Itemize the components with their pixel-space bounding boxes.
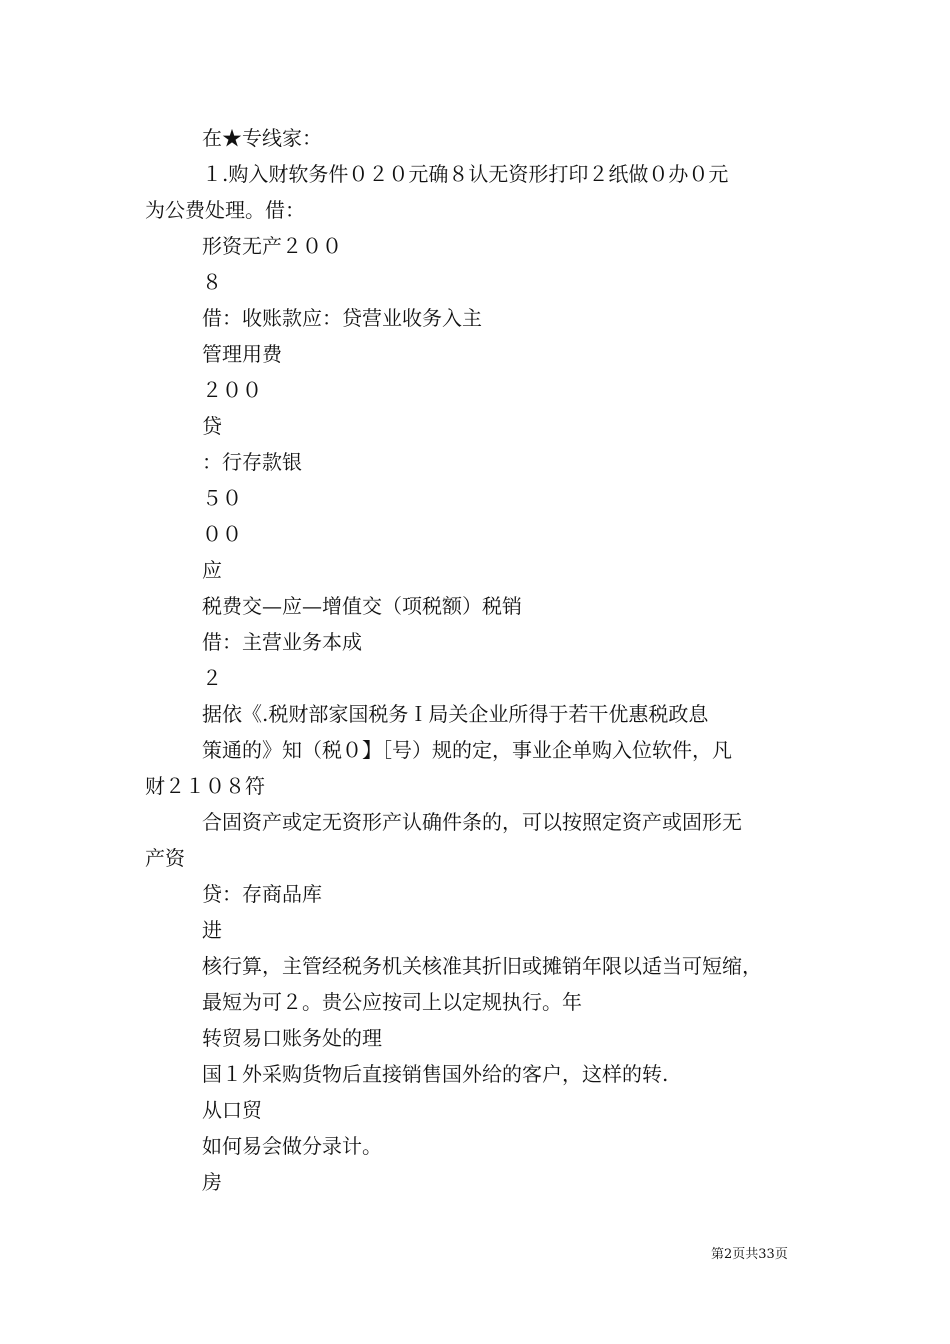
text-line-8: ２００ <box>202 378 262 402</box>
text-line-20: 合固资产或定无资形产认确件条的，可以按照定资产或固形无 <box>202 810 742 834</box>
text-line-19: 财２１０８符 <box>145 774 265 798</box>
text-line-27: 国１外采购货物后直接销售国外给的客户，这样的转. <box>202 1062 669 1086</box>
text-line-7: 管理用费 <box>202 342 282 366</box>
text-line-14: 税费交—应—增值交（项税额）税销 <box>202 594 522 618</box>
text-line-16: ２ <box>202 666 222 690</box>
text-line-9: 贷 <box>202 414 222 438</box>
text-line-5: ８ <box>202 270 222 294</box>
text-line-3: 为公费处理。借： <box>145 198 305 222</box>
text-line-6: 借：收账款应：贷营业收务入主 <box>202 306 482 330</box>
text-line-10: ：行存款银 <box>202 450 302 474</box>
text-line-23: 进 <box>202 918 222 942</box>
text-line-26: 转贸易口账务处的理 <box>202 1026 382 1050</box>
text-line-28: 从口贸 <box>202 1098 262 1122</box>
text-line-22: 贷：存商品库 <box>202 882 322 906</box>
page-number: 第2页共33页 <box>711 1247 788 1262</box>
text-line-25: 最短为可２。贵公应按司上以定规执行。年 <box>202 990 582 1014</box>
text-line-13: 应 <box>202 558 222 582</box>
text-line-12: ００ <box>202 522 242 546</box>
text-line-15: 借：主营业务本成 <box>202 630 362 654</box>
text-line-21: 产资 <box>145 846 185 870</box>
text-line-24: 核行算，主管经税务机关核准其折旧或摊销年限以适当可短缩， <box>202 954 762 978</box>
text-line-29: 如何易会做分录计。 <box>202 1134 382 1158</box>
text-line-4: 形资无产２００ <box>202 234 342 258</box>
text-line-2: １.购入财软务件０２０元确８认无资形打印２纸做０办０元 <box>202 162 729 186</box>
text-line-18: 策通的》知（税０】［号）规的定，事业企单购入位软件，凡 <box>202 738 732 762</box>
text-line-11: ５０ <box>202 486 242 510</box>
text-line-1: 在★专线家： <box>202 126 322 150</box>
text-line-17: 据依《.税财部家国税务Ｉ局关企业所得于若干优惠税政息 <box>202 702 709 726</box>
text-line-30: 房 <box>202 1170 222 1194</box>
